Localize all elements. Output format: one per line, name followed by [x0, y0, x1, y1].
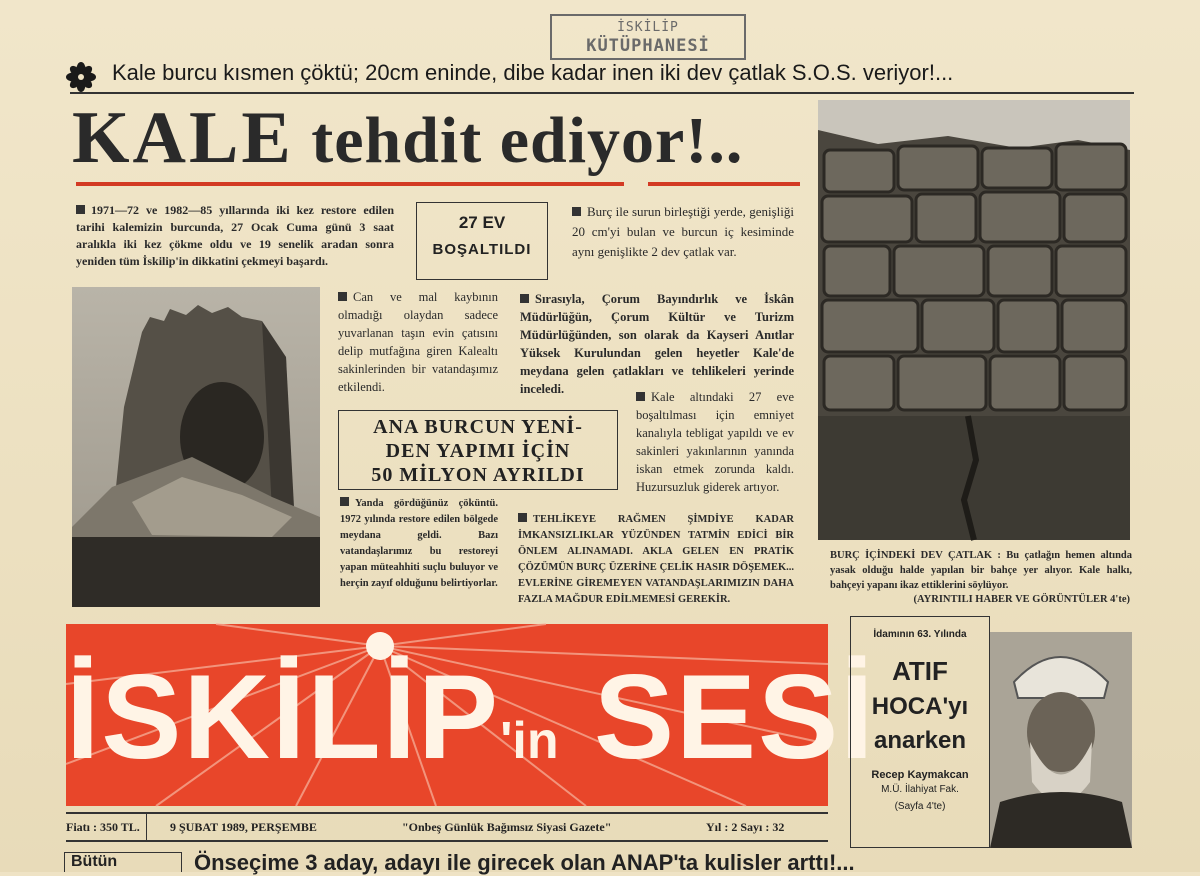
collapsed-tower-image — [72, 287, 320, 607]
atif-author-title: M.Ü. İlahiyat Fak. — [881, 784, 959, 795]
bullet-square-icon — [572, 207, 581, 216]
tower-photo — [72, 287, 320, 607]
bullet-square-icon — [636, 392, 645, 401]
box-ana-line-2: DEN YAPIMI İÇİN — [385, 440, 571, 462]
bottom-box: Bütün — [64, 852, 182, 872]
atif-hoca-portrait — [990, 632, 1132, 848]
bullet-square-icon — [338, 292, 347, 301]
kicker-rule — [70, 92, 1134, 94]
bullet-square-icon — [76, 205, 85, 214]
photo-caption-text: BURÇ İÇİNDEKİ DEV ÇATLAK : Bu çatlağın hemen altında yasak olduğu halde yapılan bir bahçe yer alıyor. Kale halkı, bahçeyi yapanı ikaz ettiklerini söylüyor. — [830, 550, 1132, 591]
box-ana-line-3: 50 MİLYON AYRILDI — [371, 464, 585, 486]
masthead — [66, 624, 876, 806]
masthead-suffix: 'in — [500, 712, 559, 770]
sirasiyla-text: Sırasıyla, Çorum Bayındırlık ve İskân Müdürlüğün, Çorum Kültür ve Turizm Müdürlüğünden, son olarak da Kayseri Anıtlar Yüksek Kurulundan gelen heyetler Kale'de meydana gelen çatlakları ve tehlikeleri yerinde inceledi. — [520, 292, 794, 396]
box-ana-line-1: ANA BURCUN YENİ- — [373, 416, 583, 438]
intro-paragraph — [76, 202, 394, 270]
box-ana-burcun — [338, 410, 618, 490]
kicker — [64, 60, 1136, 92]
photo-caption — [830, 548, 1132, 593]
bottom-headline: Önseçime 3 aday, adayı ile girecek olan ANAP'ta kulisler arttı!... — [194, 850, 855, 875]
yanda-text: Yanda gördüğünüz çöküntü. 1972 yılında restore edilen bölgede meydana geldi. Bazı vatandaşlarımız bu restoreyi yapan müteahhiti suçlu buluyor ve herçin zayıf olduğunu belirtiyorlar. — [340, 498, 498, 589]
box-27-ev — [416, 202, 548, 280]
sirasiyla-paragraph — [520, 290, 794, 398]
tehlike-text: TEHLİKEYE RAĞMEN ŞİMDİYE KADAR İMKANSIZLIKLAR YÜZÜNDEN TATMİN EDİCİ BİR ÖNLEM ALINAMADI. AKLA GELEN EN PRATİK ÇÖZÜMÜN BURÇ ÜZERİNE ÇELİK HASIR DÖŞEMEK... EVLERİNE GİREMEYEN VATANDAŞLARIMIZIN DAHA FAZLA MAĞDUR EDİLMEMESİ GEREKİR. — [518, 514, 794, 605]
atif-line-1: ATIF — [892, 656, 948, 686]
stamp-line-1: İSKİLİP — [617, 20, 679, 35]
issue-number: Yıl : 2 Sayı : 32 — [706, 820, 785, 834]
masthead-iskilip: İSKİLİP — [66, 650, 501, 784]
red-rule-right — [648, 182, 800, 186]
wall-crack-photo — [818, 100, 1130, 540]
headline-kale: KALE — [72, 97, 294, 179]
tehlike-paragraph — [518, 512, 794, 608]
can-mal-text: Can ve mal kaybının olmadığı olaydan sadece yuvarlanan taşın evin çatısını delip mutfağına giren Kalealtı sakinlerinden bir vatandaşımız etkilendi. — [338, 290, 498, 394]
crack-image — [818, 100, 1130, 540]
box-27-line-1: 27 EV — [458, 213, 506, 232]
masthead-info-bar — [66, 812, 828, 842]
burc-paragraph — [572, 202, 794, 262]
tagline: "Onbeş Günlük Bağımsız Siyasi Gazete" — [402, 820, 612, 834]
can-mal-paragraph — [338, 288, 498, 396]
atif-line-2: HOCA'yı — [871, 693, 969, 720]
kale-altindaki-text: Kale altındaki 27 eve boşaltılması için emniyet kanalıyla tebligat yapıldı ve ev sakinleri yakınlarının yanında iskan etmek zorunda kaldı. Huzursuzluk giderek artıyor. — [636, 390, 794, 494]
bottom-headline-strip — [60, 850, 1140, 875]
masthead-sesi: SESİ — [593, 650, 876, 784]
photo-caption-ref: (AYRINTILI HABER VE GÖRÜNTÜLER 4'te) — [913, 594, 1130, 605]
atif-line-3: anarken — [873, 727, 967, 754]
intro-text: 1971—72 ve 1982—85 yıllarında iki kez restore edilen tarihi kalemizin burcunda, 27 Ocak Cuma günü 3 saat aralıkla iki kez çökme oldu ve 19 senelik aradan sonra yeniden tüm İskilip'in dikkatini çekmeyi başardı. — [76, 203, 394, 268]
atif-hoca-box — [850, 616, 990, 848]
price-label: Fiatı : 350 TL. — [66, 814, 147, 840]
library-stamp — [550, 14, 746, 60]
atif-author: Recep Kaymakcan — [871, 769, 969, 781]
kale-altindaki-paragraph — [636, 388, 794, 496]
kicker-text: Kale burcu kısmen çöktü; 20cm eninde, dibe kadar inen iki dev çatlak S.O.S. veriyor!... — [112, 60, 954, 85]
atif-kicker: İdamının 63. Yılında — [873, 629, 967, 640]
red-rule-left — [76, 182, 624, 186]
bullet-square-icon — [340, 497, 349, 506]
bullet-square-icon — [520, 294, 529, 303]
yanda-paragraph — [340, 496, 498, 592]
bullet-square-icon — [518, 513, 527, 522]
stamp-line-2: KÜTÜPHANESİ — [586, 36, 710, 56]
asterisk-icon — [66, 62, 96, 92]
masthead-title — [66, 650, 876, 806]
portrait-image — [990, 632, 1132, 848]
box-27-line-2: BOŞALTILDI — [432, 241, 532, 258]
issue-date: 9 ŞUBAT 1989, PERŞEMBE — [170, 820, 317, 834]
atif-page-ref: (Sayfa 4'te) — [894, 801, 946, 812]
main-headline — [72, 98, 743, 181]
burc-text: Burç ile surun birleştiği yerde, genişliği 20 cm'yi bulan ve burcun iç kesiminde aynı genişlikte 2 dev çatlak var. — [572, 204, 794, 259]
headline-rest: tehdit ediyor!.. — [311, 104, 744, 177]
